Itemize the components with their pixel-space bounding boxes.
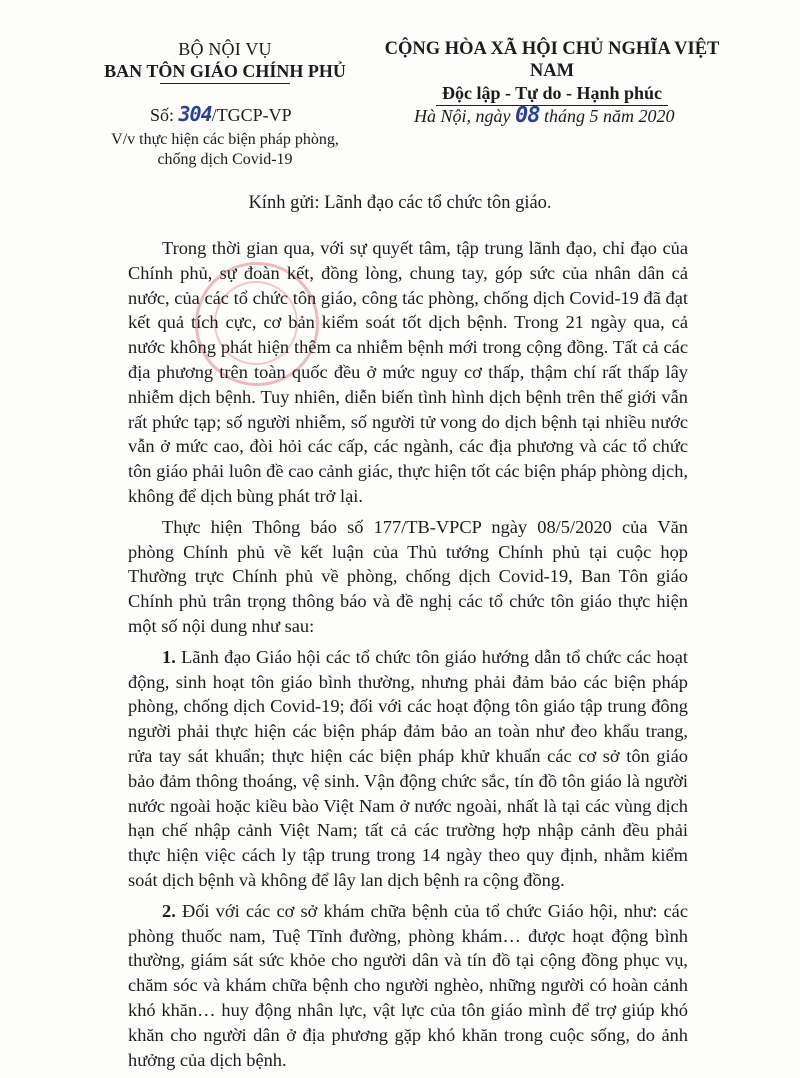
- issuer-block: [90, 38, 360, 84]
- agency-name: BAN TÔN GIÁO CHÍNH PHỦ: [104, 61, 346, 81]
- ministry-name: BỘ NỘI VỤ: [178, 39, 272, 59]
- subject-line-1: V/v thực hiện các biện pháp phòng,: [111, 131, 339, 148]
- national-motto: Độc lập - Tự do - Hạnh phúc: [441, 83, 663, 103]
- paragraph-2: Thực hiện Thông báo số 177/TB-VPCP ngày 08/5/2020 của Văn phòng Chính phủ về kết luận của Thủ tướng Chính phủ tại cuộc họp Thường trực Chính phủ về phòng, chống dịch Covid-19, Ban Tôn giáo Chính phủ trân trọng thông báo và đề nghị các tổ chức tôn giáo thực hiện một số nội dung như sau:: [128, 516, 688, 636]
- agency-underline: [160, 83, 290, 84]
- greeting: Kính gửi: Lãnh đạo các tổ chức tôn giáo.: [248, 193, 552, 213]
- paragraph-item-1: [128, 645, 688, 893]
- national-title-block: [362, 38, 742, 106]
- date-day-handwritten: 08: [515, 103, 540, 128]
- item-2-number: 2.: [162, 900, 176, 921]
- document-number-suffix: /TGCP-VP: [211, 105, 292, 125]
- document-date: [414, 103, 675, 128]
- document-subject: [90, 130, 360, 170]
- subject-line-2: chống dịch Covid-19: [157, 151, 293, 168]
- paragraph-item-2: [128, 899, 688, 1073]
- item-2-text: Đối với các cơ sở khám chữa bệnh của tổ chức Giáo hội, như: các phòng thuốc nam, Tuệ Tĩnh đường, phòng khám… được hoạt động bình thường, giám sát sức khỏe cho người dân và tín đồ tại cộng đồng phục vụ, chăm sóc và khám chữa bệnh cho người nghèo, những người có hoàn cảnh khó khăn… huy động nhân lực, vật lực của tôn giáo mình để trợ giúp khó khăn cho người dân ở địa phương gặp khó khăn trong cuộc sống, do ảnh hưởng của dịch bệnh.: [128, 900, 688, 1070]
- date-suffix: tháng 5 năm 2020: [539, 106, 675, 126]
- document-number-handwritten: 304: [178, 102, 212, 126]
- document-body: [128, 236, 688, 1078]
- document-number: [150, 102, 292, 126]
- date-prefix: Hà Nội, ngày: [414, 106, 515, 126]
- item-1-text: Lãnh đạo Giáo hội các tổ chức tôn giáo hướng dẫn tổ chức các hoạt động, sinh hoạt tôn giáo bình thường, nhưng phải đảm bảo các biện pháp phòng, chống dịch Covid-19; đối với các hoạt động tôn giáo tập trung đông người phải thực hiện các biện pháp đảm bảo an toàn như đeo khẩu trang, rửa tay sát khuẩn; thực hiện các biện pháp khử khuẩn các cơ sở tôn giáo bảo đảm thông thoáng, vệ sinh. Vận động chức sắc, tín đồ tôn giáo là người nước ngoài hoặc kiều bào Việt Nam ở nước ngoài, nhất là tại các vùng dịch hạn chế nhập cảnh Việt Nam; tất cả các trường hợp nhập cảnh đều phải thực hiện việc cách ly tập trung trong 14 ngày theo quy định, nhằm kiểm soát dịch bệnh và không để lây lan dịch bệnh ra cộng đồng.: [128, 646, 688, 890]
- paragraph-1: Trong thời gian qua, với sự quyết tâm, tập trung lãnh đạo, chỉ đạo của Chính phủ, sự đoàn kết, đồng lòng, chung tay, góp sức của nhân dân cả nước, của các tổ chức tôn giáo, công tác phòng, chống dịch Covid-19 đã đạt kết quả tích cực, cơ bản kiểm soát tốt dịch bệnh. Trong 21 ngày qua, cả nước không phát hiện thêm ca nhiễm bệnh mới trong cộng đồng. Tất cả các địa phương trên toàn quốc đều ở mức nguy cơ thấp, thậm chí rất thấp lây nhiễm dịch bệnh. Tuy nhiên, diễn biến tình hình dịch bệnh trên thế giới vẫn rất phức tạp; số người nhiễm, số người tử vong do dịch bệnh tại nhiều nước vẫn ở mức cao, đòi hỏi các cấp, các ngành, các địa phương và các tổ chức tôn giáo phải luôn đề cao cảnh giác, thực hiện tốt các biện pháp phòng dịch, không để dịch bùng phát trở lại.: [128, 238, 688, 506]
- document-number-prefix: Số:: [150, 105, 179, 125]
- item-1-number: 1.: [162, 646, 176, 667]
- nation-title: CỘNG HÒA XÃ HỘI CHỦ NGHĨA VIỆT NAM: [384, 39, 720, 81]
